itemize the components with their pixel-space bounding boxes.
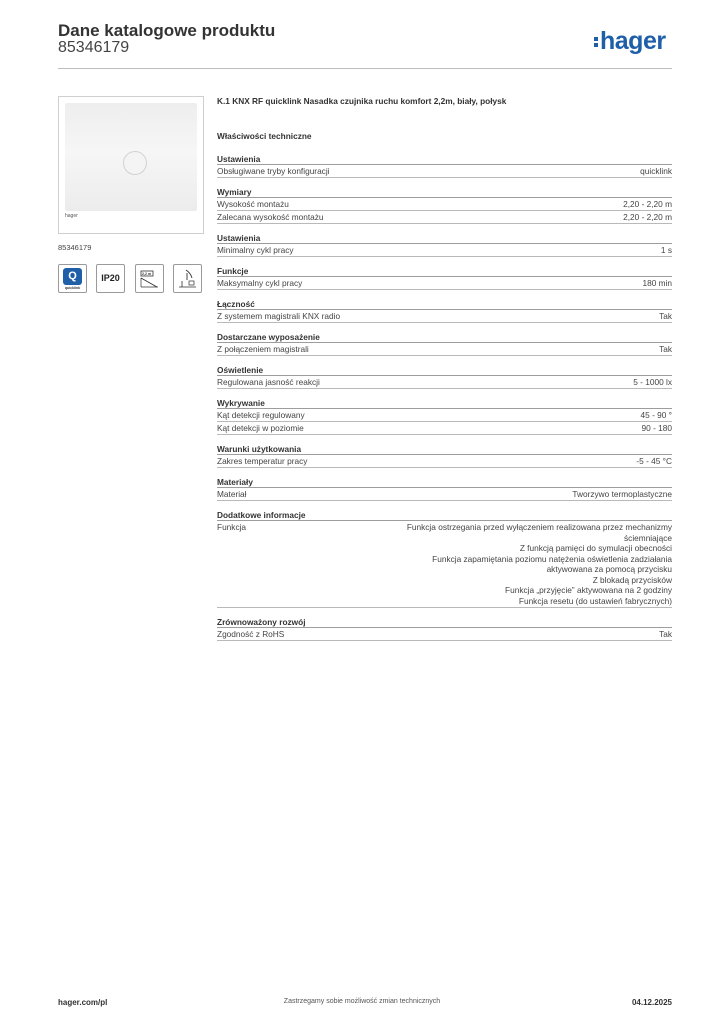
spec-group	[217, 477, 672, 501]
footer-date: 04.12.2025	[631, 998, 672, 1007]
spec-value-line: Funkcja „przyjęcie” aktywowana na 2 godziny	[505, 585, 672, 595]
spec-row	[217, 376, 672, 389]
spec-value: 5 - 1000 lx	[633, 377, 672, 387]
spec-value-line: aktywowana za pomocą przycisku	[546, 564, 672, 574]
spec-label: Maksymalny cykl pracy	[217, 278, 303, 288]
spec-row	[217, 455, 672, 468]
mounting-height-icon	[135, 264, 164, 293]
spec-group-title: Zrównoważony rozwój	[217, 617, 672, 628]
specification-table	[217, 154, 672, 650]
spec-row	[217, 628, 672, 641]
logo-text: hager	[600, 27, 666, 55]
spec-value: quicklink	[640, 166, 672, 176]
spec-group	[217, 187, 672, 224]
spec-label: Z systemem magistrali KNX radio	[217, 311, 341, 321]
spec-row	[217, 211, 672, 224]
product-image-brand: hager	[65, 213, 78, 219]
spec-label: Obsługiwane tryby konfiguracji	[217, 166, 330, 176]
spec-value-line: Funkcja resetu (do ustawień fabrycznych)	[518, 595, 672, 606]
spec-group	[217, 332, 672, 356]
spec-value: 90 - 180	[641, 423, 672, 433]
spec-value: -5 - 45 °C	[636, 456, 672, 466]
spec-label: Wysokość montażu	[217, 199, 289, 209]
quicklink-badge	[58, 264, 87, 293]
spec-row	[217, 198, 672, 211]
spec-row	[217, 422, 672, 435]
spec-group-title: Dostarczane wyposażenie	[217, 332, 672, 343]
spec-group	[217, 365, 672, 389]
spec-value: 45 - 90 °	[640, 410, 672, 420]
spec-value: Tak	[659, 311, 672, 321]
spec-label: Funkcja	[217, 522, 247, 532]
spec-group-title: Funkcje	[217, 266, 672, 277]
spec-group-title: Materiały	[217, 477, 672, 488]
product-number: 85346179	[58, 39, 130, 56]
spec-value	[352, 521, 672, 606]
ip20-badge: IP20	[96, 264, 125, 293]
product-image	[58, 96, 204, 234]
spec-group	[217, 154, 672, 178]
spec-group	[217, 299, 672, 323]
spec-group-title: Łączność	[217, 299, 672, 310]
spec-group	[217, 444, 672, 468]
spec-row	[217, 244, 672, 257]
spec-value: 1 s	[660, 245, 672, 255]
product-code-label: 85346179	[58, 243, 92, 252]
spec-label: Zalecana wysokość montażu	[217, 212, 324, 222]
spec-group-title: Wykrywanie	[217, 398, 672, 409]
spec-value-line: Funkcja zapamiętania poziomu natężenia oświetlenia zadziałania	[432, 553, 672, 564]
footer-disclaimer: Zastrzegamy sobie możliwość zmian technicznych	[283, 998, 441, 1005]
spec-value: 2,20 - 2,20 m	[623, 199, 672, 209]
spec-group	[217, 510, 672, 608]
spec-group-title: Oświetlenie	[217, 365, 672, 376]
logo-mark-icon	[594, 37, 598, 41]
spec-value: Tworzywo termoplastyczne	[572, 489, 672, 499]
spec-group	[217, 233, 672, 257]
spec-row	[217, 521, 672, 608]
spec-value-line: Funkcja ostrzegania przed wyłączeniem realizowana przez mechanizmy	[406, 522, 672, 532]
technical-properties-heading: Właściwości techniczne	[217, 131, 312, 141]
spec-value: Tak	[659, 344, 672, 354]
quicklink-icon: Q	[63, 268, 82, 285]
spec-row	[217, 165, 672, 178]
hager-logo[interactable]	[594, 27, 666, 56]
header-divider	[58, 68, 672, 69]
spec-row	[217, 409, 672, 422]
spec-row	[217, 277, 672, 290]
spec-group-title: Warunki użytkowania	[217, 444, 672, 455]
spec-group	[217, 266, 672, 290]
spec-group-title: Ustawienia	[217, 233, 672, 244]
spec-label: Kąt detekcji w poziomie	[217, 423, 304, 433]
footer-website-link[interactable]: hager.com/pl	[58, 998, 108, 1007]
product-image-body	[65, 103, 197, 211]
spec-label: Zakres temperatur pracy	[217, 456, 308, 466]
spec-group-title: Wymiary	[217, 187, 672, 198]
quicklink-caption: quicklink	[64, 286, 81, 290]
detection-angle-icon	[173, 264, 202, 293]
spec-label: Regulowana jasność reakcji	[217, 377, 320, 387]
spec-value: Tak	[659, 629, 672, 639]
spec-label: Zgodność z RoHS	[217, 629, 285, 639]
mounting-height-text: 2,2 m	[142, 272, 152, 276]
spec-value: 180 min	[642, 278, 672, 288]
spec-row	[217, 310, 672, 323]
page-title: Dane katalogowe produktu	[58, 21, 276, 40]
spec-value-line: Z funkcją pamięci do symulacji obecności	[519, 543, 672, 553]
spec-label: Kąt detekcji regulowany	[217, 410, 305, 420]
spec-label: Materiał	[217, 489, 247, 499]
sensor-lens	[123, 151, 147, 175]
spec-group-title: Ustawienia	[217, 154, 672, 165]
spec-value: 2,20 - 2,20 m	[623, 212, 672, 222]
spec-row	[217, 488, 672, 501]
spec-value-line: Z blokadą przycisków	[592, 574, 672, 585]
spec-group-title: Dodatkowe informacje	[217, 510, 672, 521]
spec-value-line: ściemniające	[624, 532, 672, 543]
spec-label: Z połączeniem magistrali	[217, 344, 309, 354]
spec-row	[217, 343, 672, 356]
spec-group	[217, 617, 672, 641]
spec-label: Minimalny cykl pracy	[217, 245, 294, 255]
product-name: K.1 KNX RF quicklink Nasadka czujnika ruchu komfort 2,2m, biały, połysk	[217, 96, 507, 106]
spec-group	[217, 398, 672, 435]
